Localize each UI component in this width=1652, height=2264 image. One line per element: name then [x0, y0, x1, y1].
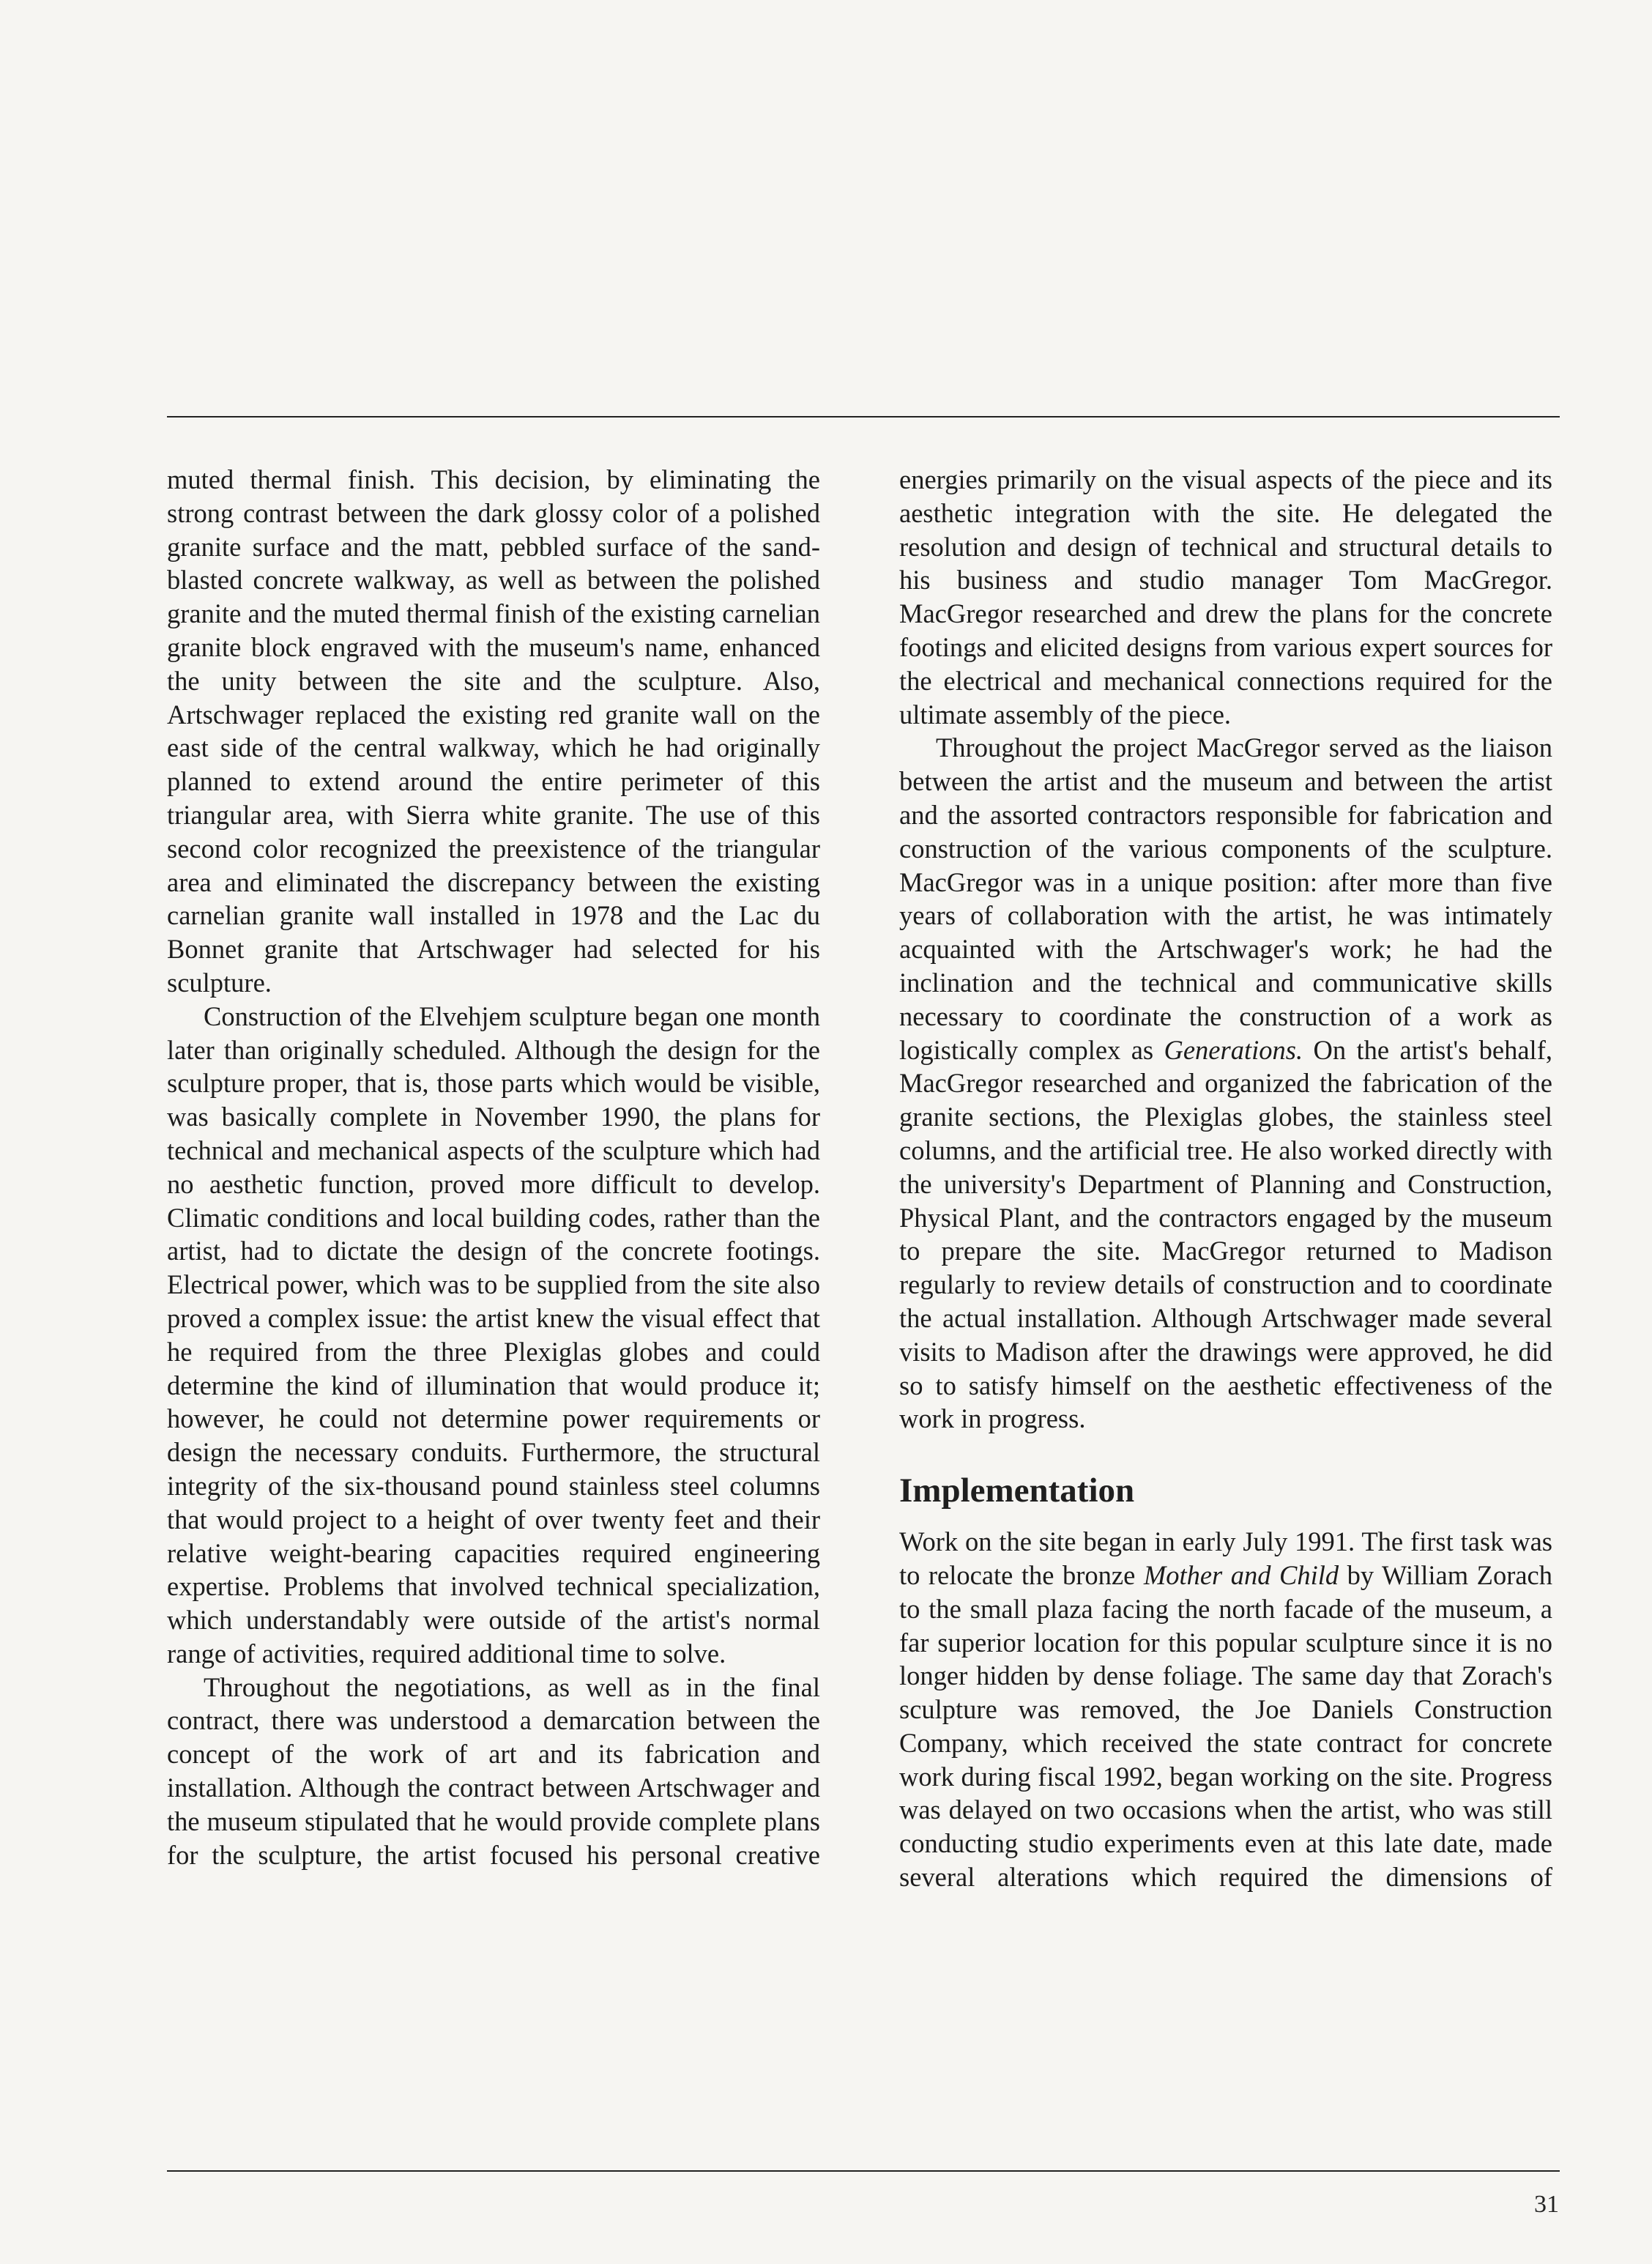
paragraph [899, 1525, 1552, 1894]
left-column [167, 463, 820, 1871]
section-heading: Implementation [899, 1471, 1135, 1510]
paragraph-text: On the artist's behalf, MacGregor researched and organized the fabrication of the granite sections, the Plexiglas globes, the stainless steel columns, and the artificial tree. He also worked directly with the university's Department of Planning and Construction, Physical Plant, and the contractors engaged by the museum to prepare the site. MacGregor returned to Madison regularly to review details of construction and to coordinate the actual installation. Although Artschwager made several visits to Madison after the drawings were approved, he did so to satisfy himself on the aesthetic effectiveness of the work in progress. [899, 1034, 1552, 1434]
page-number: 31 [1534, 2191, 1559, 2218]
paragraph [899, 731, 1552, 1436]
paragraph: muted thermal finish. This decision, by eliminating the strong contrast between the dark glossy color of a polished granite surface and the matt, pebbled surface of the sand-blasted concrete walkway, as well as between the polished granite and the muted thermal finish of the existing carnelian granite block engraved with the museum's name, enhanced the unity between the site and the sculpture. Also, Artschwager replaced the existing red granite wall on the east side of the central walkway, which he had originally planned to extend around the entire perimeter of this triangular area, with Sierra white granite. The use of this second color recognized the preexistence of the triangular area and eliminated the discrepancy between the existing carnelian granite wall installed in 1978 and the Lac du Bonnet granite that Artschwager had selected for his sculpture. [167, 464, 820, 998]
paragraph-text: Work on the site began in early July 1991. The first task was to relocate the bronze [899, 1526, 1552, 1590]
paragraph: Throughout the negotiations, as well as in the final contract, there was understood a demarcation between the concept of the work of art and its fabrication and installation. Although the contract between Artschwager and the museum stipulated that he would provide complete plans for the sculpture, the artist focused his personal creative [167, 1671, 820, 1870]
top-rule [167, 416, 1560, 417]
right-column [899, 463, 1552, 1894]
work-title: Mother and Child [1143, 1559, 1339, 1590]
paragraph-text: Throughout the project MacGregor served as the liaison between the artist and the museum and between the artist and the assorted contractors responsible for fabrication and construction of the various components of the sculpture. MacGregor was in a unique position: after more than five years of collaboration with the artist, he was intimately acquainted with the Artschwager's work; he had the inclination and the technical and communicative skills necessary to coordinate the construction of a work as logistically complex as [899, 732, 1552, 1065]
bottom-rule [167, 2170, 1560, 2172]
paragraph-text: by William Zorach to the small plaza facing the north facade of the museum, a far superior location for this popular sculpture since it is no longer hidden by dense foliage. The same day that Zorach's sculpture was removed, the Joe Daniels Construction Company, which received the state contract for concrete work during fiscal 1992, began working on the site. Progress was delayed on two occasions when the artist, who was still conducting studio experiments even at this late date, made several alterations which required the dimensions of [899, 1559, 1553, 1893]
work-title: Generations. [1164, 1034, 1303, 1065]
paragraph: Construction of the Elvehjem sculpture began one month later than originally scheduled. Although the design for the sculpture proper, that is, those parts which would be visible, was basically complete in November 1990, the plans for technical and mechanical aspects of the sculpture which had no aesthetic function, proved more difficult to develop. Climatic conditions and local building codes, rather than the artist, had to dictate the design of the concrete footings. Electrical power, which was to be supplied from the site also proved a complex issue: the artist knew the visual effect that he required from the three Plexiglas globes and could determine the kind of illumination that would produce it; however, he could not determine power requirements or design the necessary conduits. Furthermore, the structural integrity of the six-thousand pound stainless steel columns that would project to a height of over twenty feet and their relative weight-bearing capacities required engineering expertise. Problems that involved technical specialization, which understandably were outside of the artist's normal range of activities, required additional time to solve. [167, 1001, 820, 1669]
paragraph: energies primarily on the visual aspects of the piece and its aesthetic integration with the site. He delegated the resolution and design of technical and structural details to his business and studio manager Tom MacGregor. MacGregor researched and drew the plans for the concrete footings and elicited designs from various expert sources for the electrical and mechanical connections required for the ultimate assembly of the piece. [899, 464, 1552, 730]
